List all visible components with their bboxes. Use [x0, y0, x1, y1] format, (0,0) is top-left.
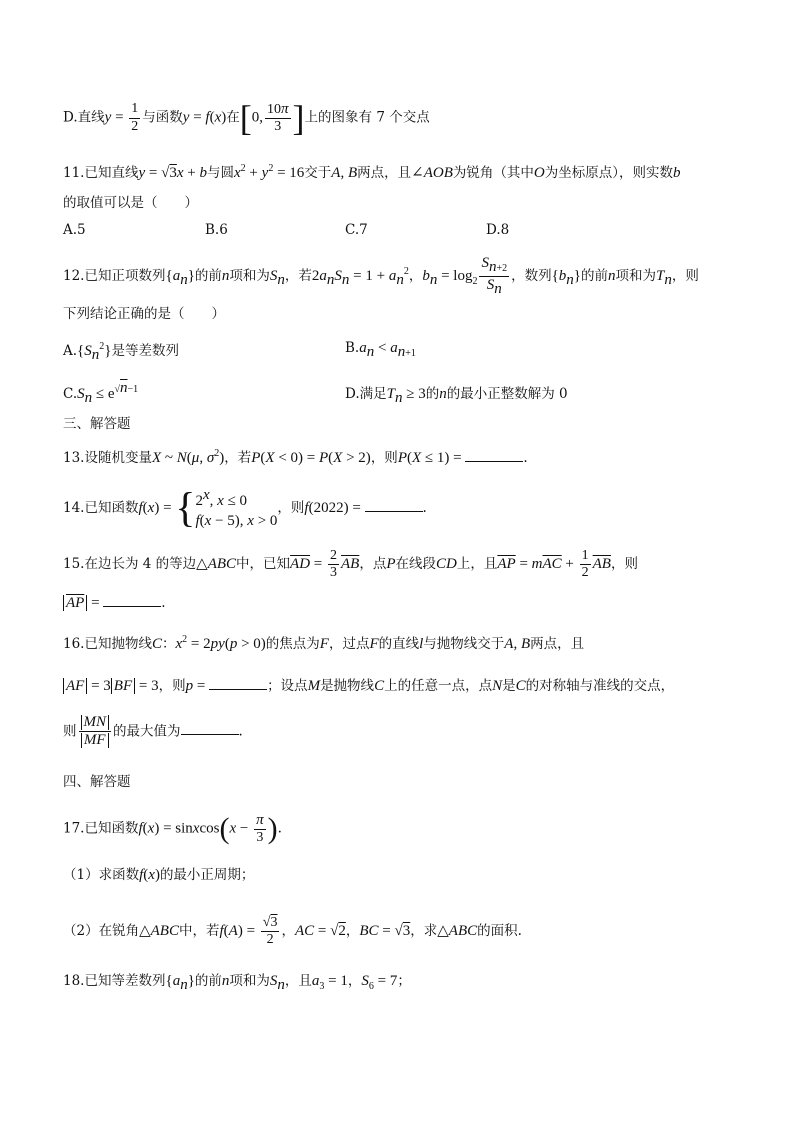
q16-line3: 则 $\frac{MN}{MF}$ 的最大值为 .: [63, 714, 243, 749]
q17-part1: （1）求函数f(x)的最小正周期；: [63, 867, 255, 883]
q16-answer-blank-1[interactable]: [209, 676, 267, 690]
q14: 14.已知函数f(x) = { 2$^x$, x ≤ 0 f(x − 5), x > 0 ，则f(2022) = .: [63, 485, 427, 532]
q15-line2: $\overline{AP}$ = .: [63, 593, 166, 613]
q13: 13.设随机变量X ~ N(μ, $\sigma^2$)，若P(X < 0) = P(X > 2)，则P(X ≤ 1) = .: [63, 448, 528, 466]
q15-line1: 15.在边长为 4 的等边△ABC中，已知$\overline{AD}$ = $\frac{2}{3}$ $\overline{AB}$，点P在线段CD上，且$\overline{AP} = m\overline{AC}$ + $\frac{1}{2}$ $\overline{AB}$，则: [63, 548, 638, 581]
q11-option-b: B.6: [205, 222, 228, 238]
q11-option-c: C.7: [345, 222, 368, 238]
q15-answer-blank[interactable]: [103, 593, 161, 607]
q10-option-d: D.直线y = $\frac{1}{2}$ 与函数y = f(x)在[0, $\frac{10\pi}{3}$ ]上的图象有 7 个交点: [63, 98, 430, 138]
q11-stem-line2: 的取值可以是（ ）: [63, 195, 198, 211]
q12-option-b: $B.a_n < a_{n+1}$: [345, 340, 416, 360]
q16-line2: AF = 3 BF = 3，则p = ；设点M是抛物线C上的任意一点，点N是C的对称轴与准线的交点，: [63, 676, 674, 696]
q17-part2: （2）在锐角△ABC中，若f(A) = $\frac{√3}{2}$ ，AC = √2，BC = √3，求△ABC的面积.: [63, 915, 522, 948]
q12-option-a: $A.\{S_n^2\}$是等差数列: [63, 341, 179, 363]
q16-answer-blank-2[interactable]: [181, 721, 239, 735]
q12-stem-line1: 12.已知正项数列$\{a_n\}$的前n项和为$S_n$，若$2a_nS_n = 1 + a_n^2$，$b_n = \log_2$ $\frac{S_{n+2}}{S_n}$ ，数列$\{b_n\}$的前n项和为$T_n$，则: [63, 255, 699, 297]
q14-answer-blank[interactable]: [365, 498, 423, 512]
q12-option-c: $C.S_n \le e^{√n-1}$: [63, 380, 139, 406]
q11-option-a: A.5: [63, 222, 86, 238]
section-4-heading: 四、解答题: [63, 774, 131, 790]
q18-stem: 18.已知等差数列$\{a_n\}$的前n项和为$S_n$，且$a_3 = 1$，$S_6 = 7$；: [63, 973, 411, 993]
q17-stem: 17.已知函数f(x) = sinxcos(x − $\frac{\pi}{3}$ ).: [63, 812, 282, 846]
q16-line1: 16.已知抛物线C：$x^2 = 2py(p > 0)$的焦点为F，过点F的直线l与抛物线交于A, B两点，且: [63, 634, 585, 652]
q11-stem-line1: 11.已知直线y = √3x + b与圆$x^2 + y^2 = 16$交于A, B两点，且∠AOB为锐角（其中O为坐标原点），则实数b: [63, 163, 681, 181]
q11-option-d: D.8: [486, 222, 510, 238]
q13-answer-blank[interactable]: [465, 448, 523, 462]
q12-stem-line2: 下列结论正确的是（ ）: [63, 306, 225, 322]
q12-option-d: D.满足$T_n \ge 3$的n的最小正整数解为 0: [345, 386, 568, 406]
section-3-heading: 三、解答题: [63, 416, 131, 432]
